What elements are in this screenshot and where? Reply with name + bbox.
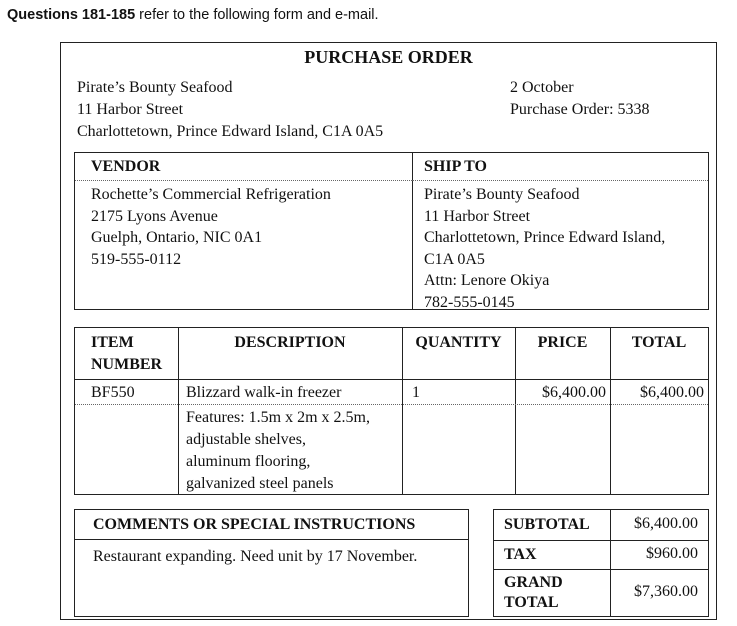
buyer-street: 11 Harbor Street [77,101,184,118]
shipto-attn: Attn: Lenore Okiya [424,272,550,289]
shipto-street: 11 Harbor Street [424,207,531,225]
shipto-city-line2: C1A 0A5 [424,250,485,268]
comments-header: COMMENTS OR SPECIAL INSTRUCTIONS [75,510,468,540]
cell-item-number: BF550 [91,384,135,401]
shipto-city-line1: Charlottetown, Prince Edward Island, [424,229,666,246]
cell-price: $6,400.00 [542,384,606,401]
grand-total-row [494,569,708,615]
comments-box [74,509,469,617]
shipto-header: SHIP TO [412,153,708,181]
th-item-line2: NUMBER [91,356,163,373]
th-quantity: QUANTITY [415,334,502,351]
grand-total-label [504,573,563,613]
order-meta [510,77,650,121]
feature-line: galvanized steel panels [186,475,334,492]
cell-features [186,407,370,495]
subtotal-label: SUBTOTAL [504,516,590,533]
th-total: TOTAL [631,334,687,351]
vendor-phone: 519-555-0112 [91,250,182,268]
buyer-city: Charlottetown, Prince Edward Island, C1A 0A5 [77,123,384,140]
grand-label-line2: TOTAL [504,594,559,611]
totals-box [493,509,709,617]
row-divider [75,404,708,405]
th-item-line1: ITEM [91,334,134,351]
tax-label: TAX [504,546,537,563]
question-intro-text: refer to the following form and e-mail. [135,7,379,23]
feature-line: adjustable shelves, [186,431,306,448]
shipto-phone: 782-555-0145 [424,293,515,311]
question-range: Questions 181-185 [7,7,136,23]
buyer-address [77,77,383,143]
question-intro [7,7,379,23]
th-description: DESCRIPTION [234,334,346,351]
tax-row [494,540,708,570]
po-number: Purchase Order: 5338 [510,101,650,118]
feature-line: Features: 1.5m x 2m x 2.5m, [186,409,370,426]
subtotal-row [494,510,708,541]
vendor-city: Guelph, Ontario, NIC 0A1 [91,229,263,246]
vendor-details [91,184,331,270]
vendor-shipto-box [74,152,709,310]
cell-description: Blizzard walk-in freezer [186,384,342,401]
shipto-details [424,184,665,313]
items-table [74,327,709,495]
grand-total-value: $7,360.00 [634,583,698,600]
vendor-name: Rochette’s Commercial Refrigeration [91,186,331,203]
vendor-header: VENDOR [75,153,412,181]
header-row-divider [75,379,708,380]
th-item-number [91,332,162,376]
buyer-name: Pirate’s Bounty Seafood [77,79,233,96]
comments-text: Restaurant expanding. Need unit by 17 November. [93,548,418,565]
purchase-order-form [60,42,717,620]
grand-label-line1: GRAND [504,574,563,591]
form-title: PURCHASE ORDER [304,47,473,67]
th-price: PRICE [537,334,588,351]
vendor-street: 2175 Lyons Avenue [91,207,218,225]
cell-total: $6,400.00 [640,384,704,401]
order-date: 2 October [510,79,574,96]
cell-quantity: 1 [412,384,420,401]
subtotal-value: $6,400.00 [634,515,698,532]
feature-line: aluminum flooring, [186,453,311,470]
shipto-name: Pirate’s Bounty Seafood [424,186,580,203]
tax-value: $960.00 [646,545,698,562]
